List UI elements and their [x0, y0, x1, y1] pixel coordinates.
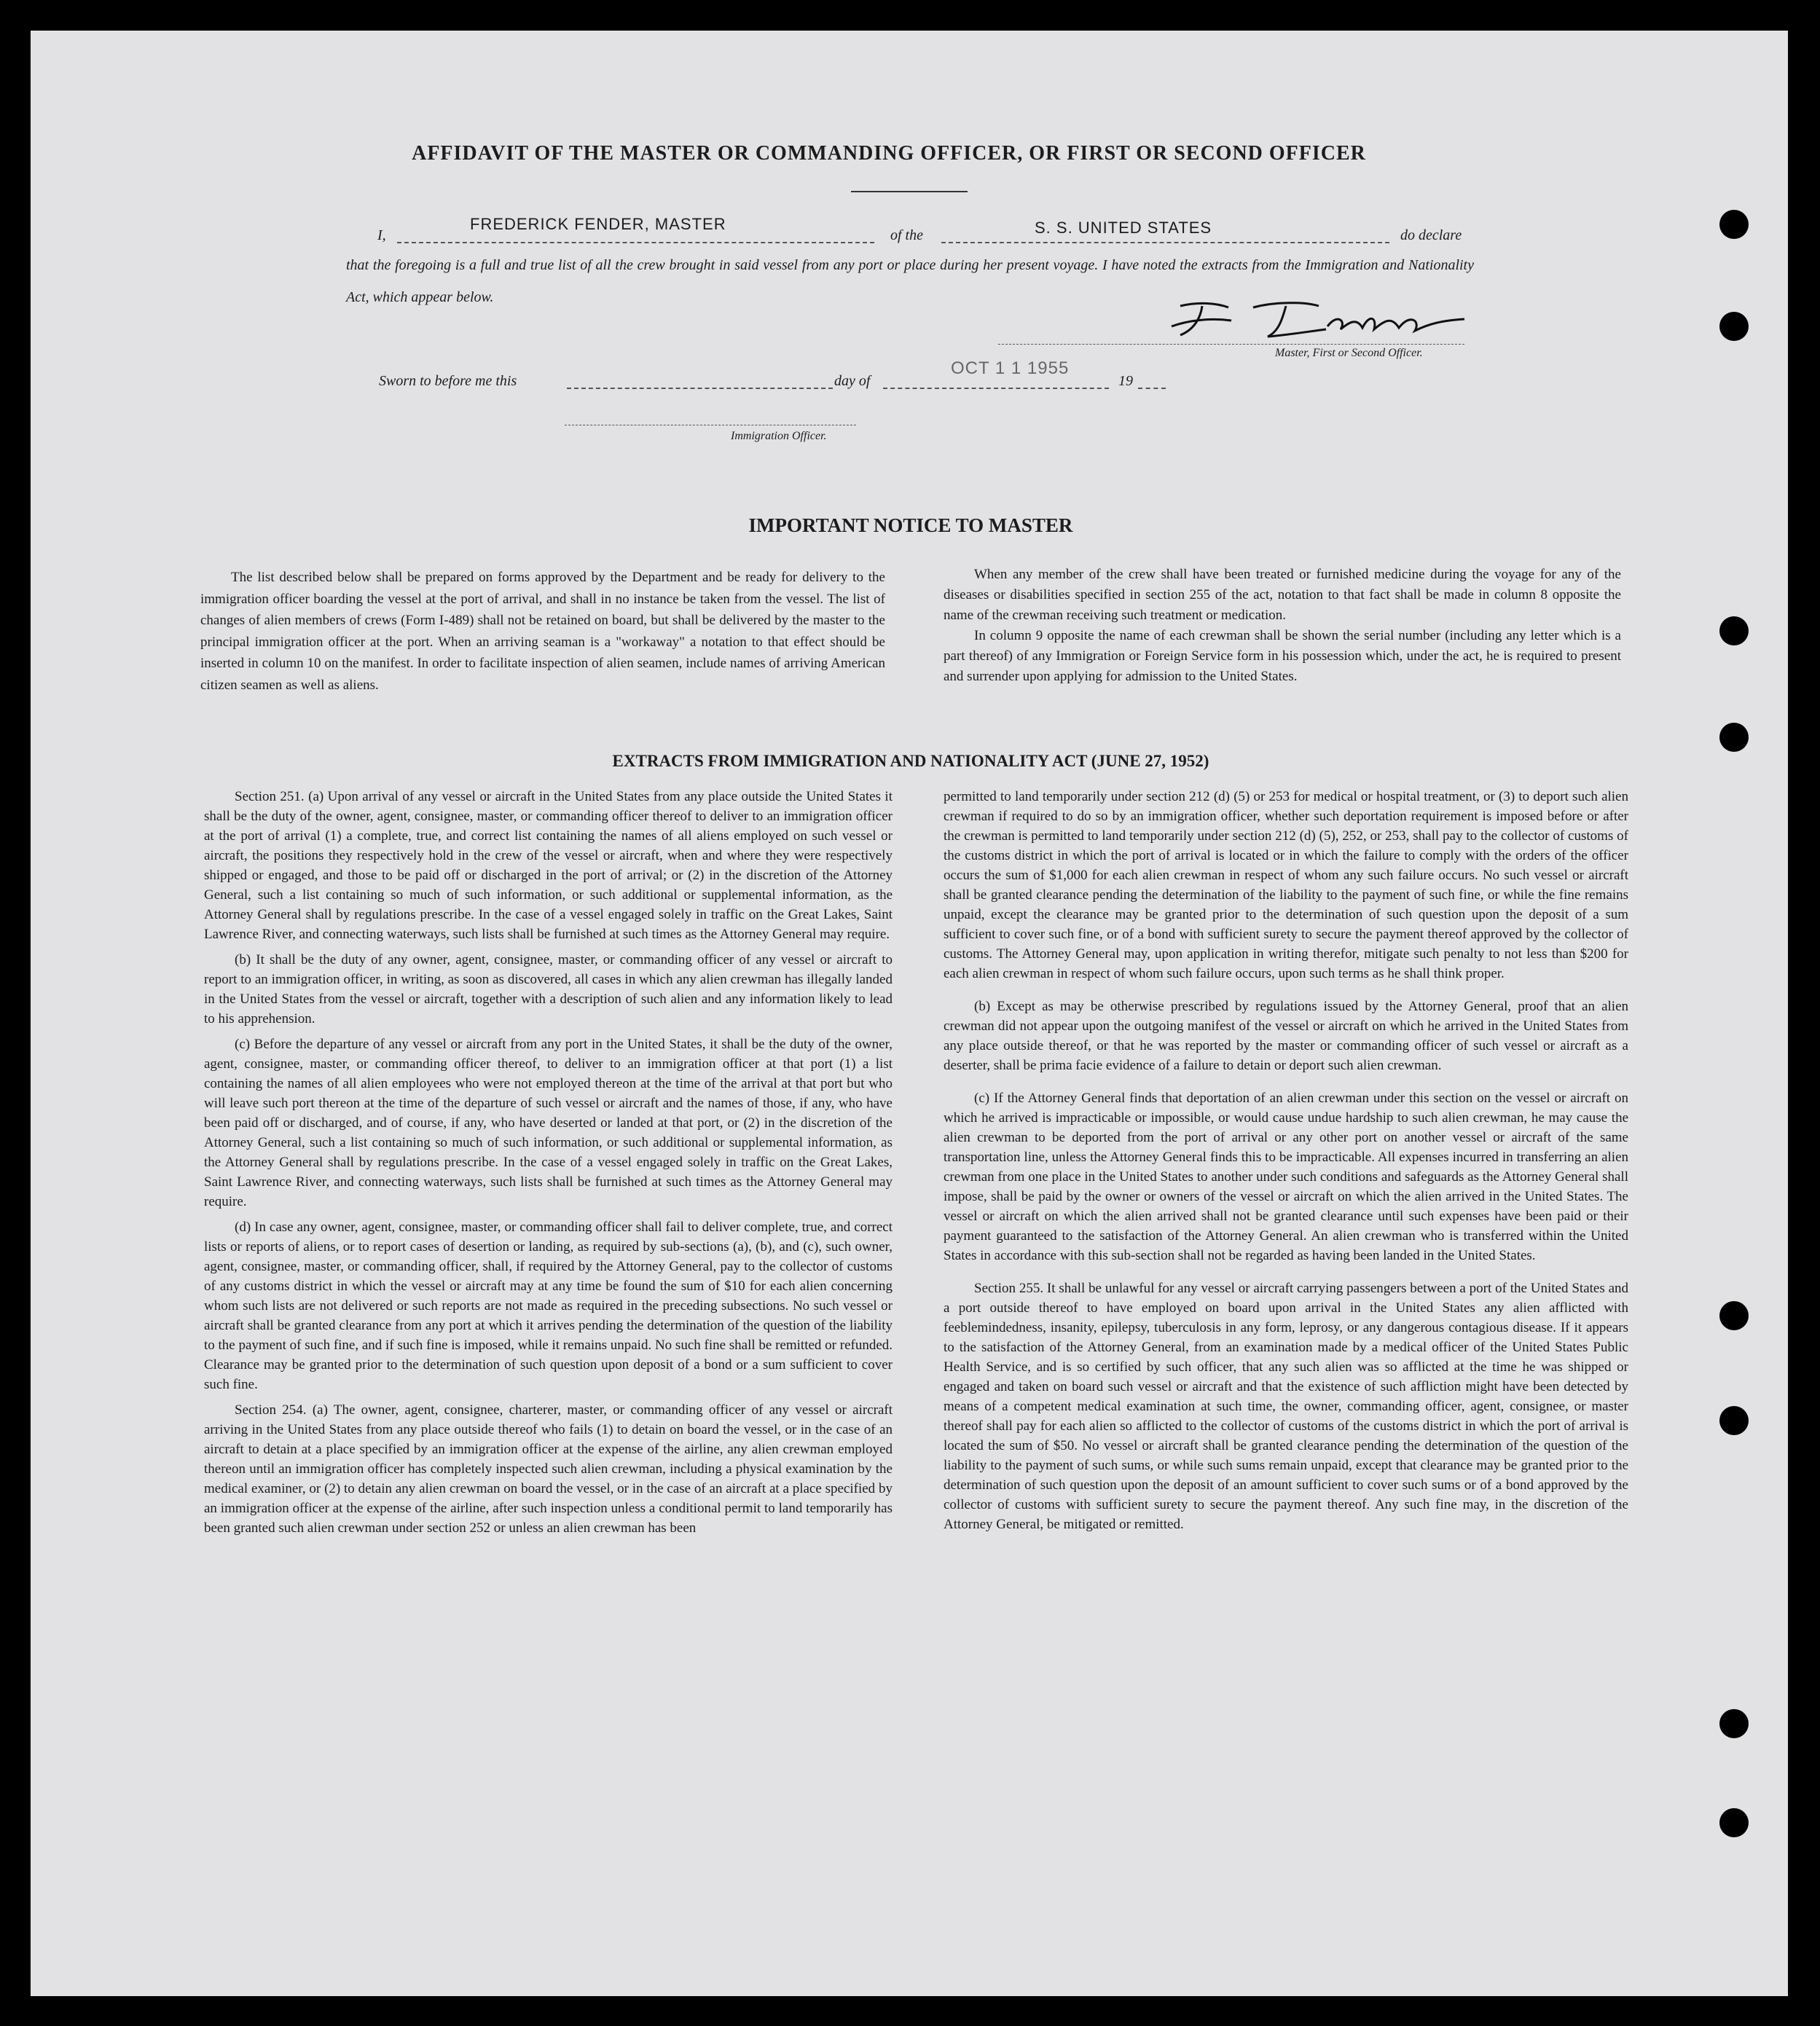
- notice-left-paragraph: The list described below shall be prepared on forms approved by the Department and be ready for delivery to the immigration officer boarding the vessel at the port of arrival, and shall in no instance be taken from the vessel. The list of changes of alien members of crews (Form I-489) shall not be retained on board, but shall be delivered by the master to the principal immigration officer at the port. When an arriving seaman is a "workaway" a notation to that effect should be inserted in column 10 on the manifest. In order to facilitate inspection of alien seamen, include names of arriving American citizen seamen as well as aliens.: [200, 570, 885, 693]
- section-251-d: (d) In case any owner, agent, consignee, master, or commanding officer shall fail to deliver complete, true, and correct lists or reports of aliens, or to report cases of desertion or landing, as required by sub-sections (a), (b), and (c), such owner, agent, consignee, master, or commanding officer, shall, if required by the Attorney General, pay to the collector of customs of any customs district in which the vessel or aircraft may at any time be found the sum of $10 for each alien concerning whom such lists are not delivered or such reports are not made as required in the preceding subsections. No such vessel or aircraft shall be granted clearance from any port at which it arrives pending the determination of the question of the liability to the payment of such fine, and if such fine is imposed, while it remains unpaid. No such fine shall be remitted or refunded. Clearance may be granted prior to the determination of such question upon deposit of a bond or a sum sufficient to cover such fine.: [204, 1220, 893, 1392]
- vessel-name-line: [941, 242, 1389, 243]
- day-of-text: day of: [834, 373, 871, 389]
- year-line: [1138, 388, 1166, 389]
- extracts-left-column: [204, 787, 893, 1544]
- master-signature: [1158, 291, 1479, 350]
- signature-line: [998, 344, 1464, 345]
- binder-hole: [1719, 723, 1749, 752]
- section-251-b: (b) It shall be the duty of any owner, agent, consignee, master, or commanding officer of any vessel or aircraft to report to an immigration officer, in writing, as soon as discovered, all cases in which any alien crewman has illegally landed in the United States from the vessel or aircraft, together with a description of such alien and any information likely to lead to his apprehension.: [204, 952, 893, 1026]
- affidavit-declare: do declare: [1400, 227, 1462, 243]
- binder-hole: [1719, 312, 1749, 341]
- affidavit-statement: that the foregoing is a full and true list of all the crew brought in said vessel from any port or place during her present voyage. I have noted the extracts from the Immigration and Nationality Act, which appear below.: [346, 257, 1474, 305]
- binder-hole: [1719, 616, 1749, 645]
- binder-hole: [1719, 210, 1749, 239]
- binder-hole: [1719, 1406, 1749, 1435]
- section-251-a: Section 251. (a) Upon arrival of any vessel or aircraft in the United States from any place outside the United States it shall be the duty of the owner, agent, consignee, master, or commanding officer thereof to deliver to an immigration officer at the port of arrival (1) a complete, true, and correct list containing the names of all aliens employed on such vessel or aircraft, the positions they respectively hold in the crew of the vessel or aircraft, when and where they were respectively shipped or engaged, and those to be paid off or discharged in the port of arrival; or (2) in the discretion of the Attorney General, such a list containing so much of such information, or such additional or supplemental information, as the Attorney General shall by regulations prescribe. In the case of a vessel engaged solely in traffic on the Great Lakes, Saint Lawrence River, and connecting waterways, such lists shall be furnished at such times as the Attorney General may require.: [204, 789, 893, 942]
- binder-hole: [1719, 1301, 1749, 1330]
- section-254-a: Section 254. (a) The owner, agent, consignee, charterer, master, or commanding officer of any vessel or aircraft arriving in the United States from any place outside thereof who fails (1) to detain on board the vessel, or in the case of an aircraft to detain at a place specified by an immigration officer at the expense of the airline, any alien crewman employed thereon until an immigration officer has completely inspected such alien crewman, including a physical examination by the medical examiner, or (2) to detain any alien crewman on board the vessel, or in the case of an aircraft at a place specified by an immigration officer at the expense of the airline, after such inspection unless a conditional permit to land temporarily has been granted such alien crewman under section 252 or unless an alien crewman has been: [204, 1402, 893, 1536]
- binder-hole: [1719, 1709, 1749, 1738]
- year-prefix: 19: [1118, 373, 1133, 389]
- section-254-a-continued: permitted to land temporarily under section 212 (d) (5) or 253 for medical or hospital treatment, or (3) to deport such alien crewman if required to do so by an immigration officer, whether such deportation requirement is imposed before or after the crewman is permitted to land temporarily under section 212 (d) (5), 252, or 253, shall pay to the collector of customs of the customs district in which the port of arrival is located or in which the failure to comply with the orders of the officer occurs the sum of $1,000 for each alien crewman in respect of whom any such failure occurs. No such vessel or aircraft shall be granted clearance pending the determination of the liability to the payment of such fine, or while the fine remains unpaid, except the clearance may be granted prior to the determination of such question upon the deposit of a sum sufficient to cover such fine, or of a bond with sufficient surety to secure the payment thereof approved by the collector of customs. The Attorney General may, upon application in writing therefor, mitigate such penalty to not less than $200 for each alien crewman in respect of whom such failure occurs, upon such terms as he shall think proper.: [944, 789, 1628, 981]
- notice-right-paragraph-2: In column 9 opposite the name of each crewman shall be shown the serial number (including any letter which is a part thereof) of any Immigration or Foreign Service form in his possession which, under the act, he is required to present and surrender upon applying for admission to the United States.: [944, 628, 1621, 684]
- notice-right-column: [944, 565, 1621, 687]
- sworn-date-line: [883, 388, 1109, 389]
- section-254-c: (c) If the Attorney General finds that deportation of an alien crewman under this section on the vessel or aircraft on which he arrived is impracticable or impossible, or would cause undue hardship to such alien crewman, he may cause the alien crewman to be deported from the port of arrival or any other port on another vessel or aircraft of the same transportation line, unless the Attorney General finds this to be impracticable. All expenses incurred in transferring an alien crewman from one place in the United States to another under such conditions and safeguards as the Attorney General shall impose, shall be paid by the owner or owners of the vessel or aircraft on which the alien arrived in the United States. The vessel or aircraft on which the alien arrived shall not be granted clearance until such expenses have been paid or their payment guaranteed to the satisfaction of the Attorney General. An alien crewman who is transferred within the United States in accordance with this sub-section shall not be regarded as having been landed in the United States.: [944, 1091, 1628, 1263]
- notice-right-paragraph-1: When any member of the crew shall have been treated or furnished medicine during the voyage for any of the diseases or disabilities specified in section 255 of the act, notation to that fact shall be made in column 8 opposite the name of the crewman receiving such treatment or medication.: [944, 567, 1621, 623]
- notice-left-column: [200, 567, 885, 696]
- extracts-right-column: [944, 787, 1628, 1540]
- vessel-name-field[interactable]: S. S. UNITED STATES: [1035, 219, 1212, 237]
- section-255: Section 255. It shall be unlawful for any vessel or aircraft carrying passengers between a port of the United States and a port outside thereof to have employed on board upon arrival in the United States any alien afflicted with feeblemindedness, insanity, epilepsy, tuberculosis in any form, leprosy, or any dangerous contagious disease. If it appears to the satisfaction of the Attorney General, from an examination made by a medical officer of the United States Public Health Service, and is so certified by such officer, that any such alien was so afflicted at the time he was shipped or engaged and taken on board such vessel or aircraft and that the existence of such affliction might have been detected by means of a competent medical examination at such time, the owner, commanding officer, agent, consignee, or master thereof shall pay for each alien so afflicted to the collector of customs of the customs district in which the port of arrival is located the sum of $50. No vessel or aircraft shall be granted clearance pending the determination of the question of the liability to the payment of such sums, or while such sums remain unpaid, except that clearance may be granted prior to the determination of such question upon the deposit of an amount sufficient to cover such sums or of a bond approved by the collector of customs with sufficient surety to secure the payment thereof. Any such fine may, in the discretion of the Attorney General, be mitigated or remitted.: [944, 1281, 1628, 1532]
- officer-caption: Immigration Officer.: [731, 430, 827, 442]
- affidavit-of-the: of the: [890, 227, 923, 243]
- sworn-day-line: [567, 388, 833, 389]
- section-251-c: (c) Before the departure of any vessel or aircraft from any port in the United States, it shall be the duty of the owner, agent, consignee, master, or commanding officer thereof, to deliver to an immigration officer at that port (1) a list containing the names of all alien employees who were not employed thereon at the time of the arrival at that port but who will leave such port thereon at the time of the departure of such vessel or aircraft and the names of those, if any, who have been paid off or discharged, and of course, if any, who have deserted or landed at that port, or (2) in the discretion of the Attorney General, such a list containing so much of such information, or such additional or supplemental information, as the Attorney General shall by regulations prescribe. In the case of a vessel engaged solely in traffic on the Great Lakes, Saint Lawrence River, and connecting waterways, such lists shall be furnished at such times as the Attorney General may require.: [204, 1037, 893, 1209]
- master-name-field[interactable]: FREDERICK FENDER, MASTER: [470, 215, 726, 233]
- sworn-text: Sworn to before me this: [379, 373, 517, 389]
- section-254-b: (b) Except as may be otherwise prescribed by regulations issued by the Attorney General, proof that an alien crewman did not appear upon the outgoing manifest of the vessel or aircraft on which he arrived in the United States from any place outside thereof, or that he was reported by the master or commanding officer of such vessel or aircraft as a deserter, shall be prima facie evidence of a failure to detain or deport such alien crewman.: [944, 999, 1628, 1073]
- date-stamp: OCT 1 1 1955: [951, 358, 1070, 378]
- affidavit-i: I,: [377, 227, 386, 243]
- title-divider: [851, 191, 968, 192]
- affidavit-title: AFFIDAVIT OF THE MASTER OR COMMANDING OFFICER, OR FIRST OR SECOND OFFICER: [412, 142, 1366, 165]
- notice-title: IMPORTANT NOTICE TO MASTER: [748, 514, 1073, 536]
- signature-caption: Master, First or Second Officer.: [1275, 347, 1423, 359]
- master-name-line: [397, 242, 874, 243]
- extracts-title: EXTRACTS FROM IMMIGRATION AND NATIONALITY ACT (JUNE 27, 1952): [612, 752, 1209, 770]
- binder-hole: [1719, 1808, 1749, 1837]
